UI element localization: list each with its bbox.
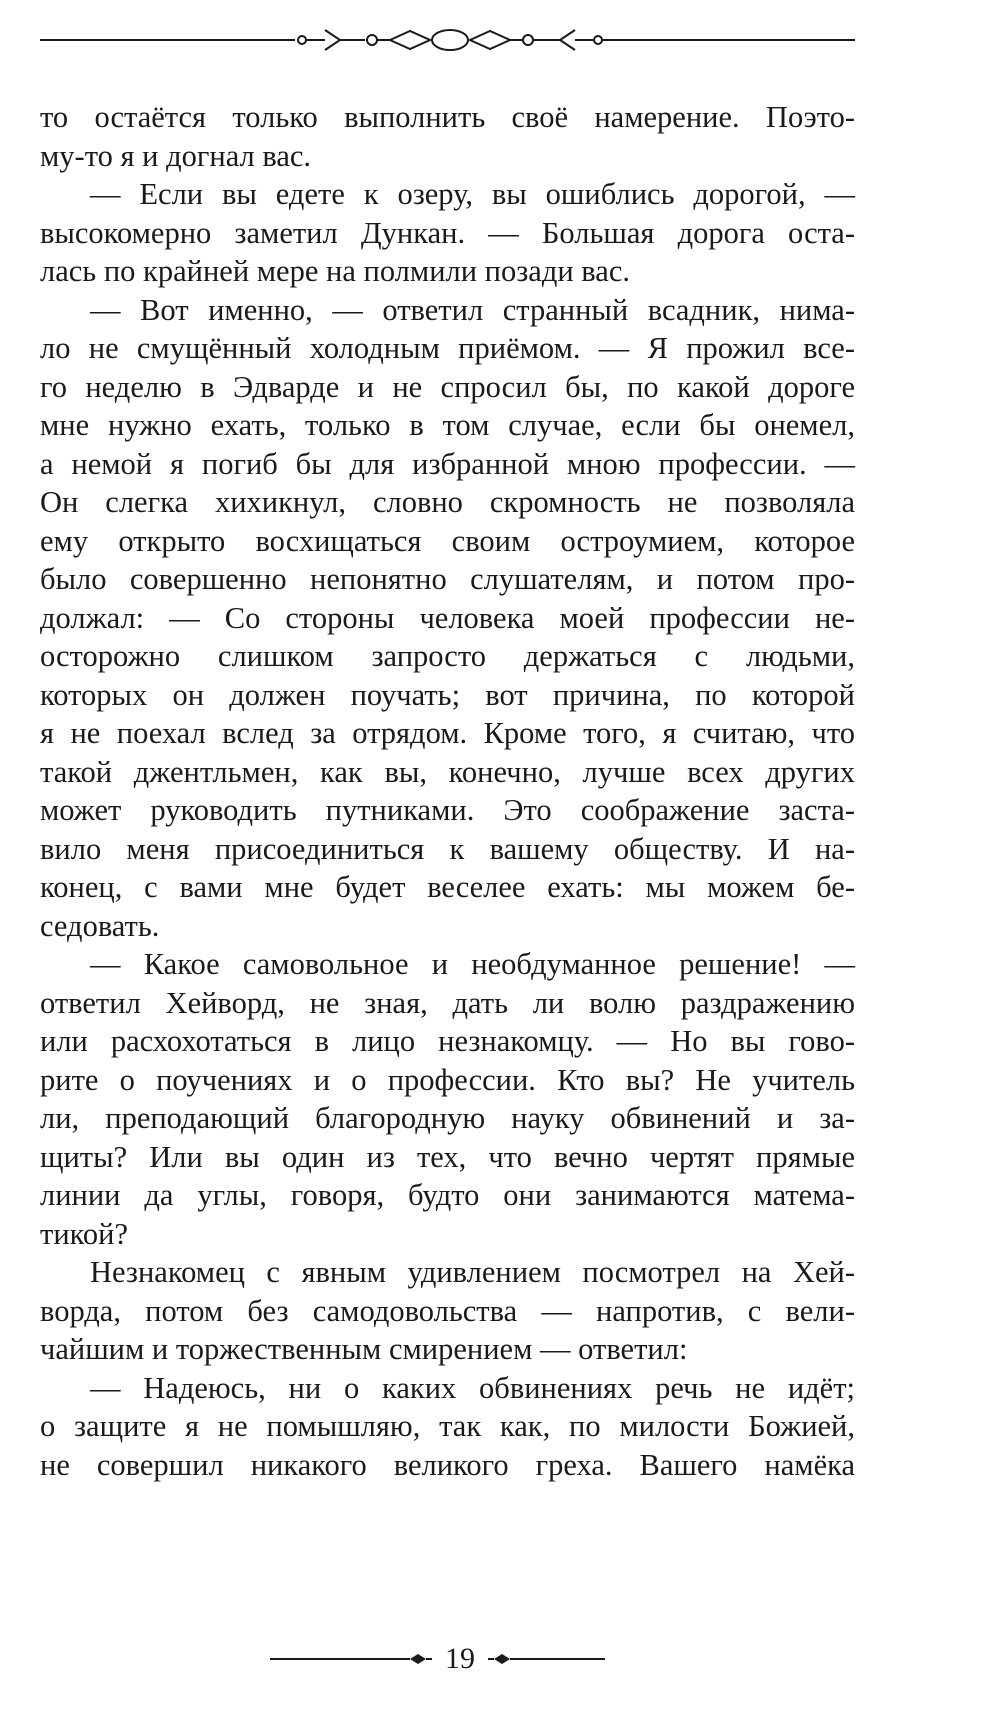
text-line: мне нужно ехать, только в том случае, если бы онемел,	[40, 408, 855, 442]
text-line: — Вот именно, — ответил странный всадник, нима-	[90, 292, 855, 327]
text-line: — Надеюсь, ни о каких обвинениях речь не идёт;	[90, 1370, 855, 1405]
text-line: рите о поучениях и о профессии. Кто вы? Не учитель	[40, 1062, 855, 1097]
text-line: лась по крайней мере на полмили позади вас.	[40, 254, 630, 288]
page-footer	[260, 1640, 660, 1680]
text-line: а немой я погиб бы для избранной мною профессии. —	[40, 446, 855, 481]
text-line: Незнакомец с явным удивлением посмотрел на Хей-	[90, 1255, 855, 1289]
text-line: конец, с вами мне будет веселее ехать: мы можем бе-	[40, 870, 855, 904]
text-line: ли, преподающий благородную науку обвинений и за-	[40, 1101, 855, 1135]
text-line: должал: — Со стороны человека моей профессии не-	[40, 600, 855, 635]
text-line: осторожно слишком запросто держаться с людьми,	[40, 639, 855, 673]
text-line: я не поехал вслед за отрядом. Кроме того, я считаю, что	[40, 716, 855, 750]
text-line: му-то я и догнал вас.	[40, 138, 312, 173]
text-line: было совершенно непонятно слушателям, и потом про-	[40, 562, 855, 596]
text-line: го неделю в Эдварде и не спросил бы, по какой дороге	[40, 369, 855, 404]
header-ornament	[40, 22, 860, 62]
text-line: о защите я не помышляю, так как, по милости Божией,	[40, 1409, 855, 1443]
text-line: тикой?	[40, 1216, 129, 1251]
text-line: щиты? Или вы один из тех, что вечно чертят прямые	[40, 1139, 855, 1174]
text-line: — Если вы едете к озеру, вы ошиблись дорогой, —	[90, 177, 855, 211]
page-number: 19	[445, 1642, 475, 1675]
text-line: не совершил никакого великого греха. Вашего намёка	[40, 1447, 855, 1482]
text-line: может руководить путниками. Это соображение заста-	[40, 793, 855, 827]
text-line: высокомерно заметил Дункан. — Большая дорога оста-	[40, 215, 855, 250]
text-line: такой джентльмен, как вы, конечно, лучше всех других	[40, 754, 855, 789]
text-line: линии да углы, говоря, будто они занимаются матема-	[40, 1178, 855, 1212]
text-line: седовать.	[40, 908, 160, 943]
text-line: ответил Хейворд, не зная, дать ли волю раздражению	[40, 985, 855, 1020]
text-line: Он слегка хихикнул, словно скромность не позволяла	[40, 485, 855, 519]
body-text	[40, 98, 855, 1484]
text-line: то остаётся только выполнить своё намерение. Поэто-	[40, 100, 855, 134]
text-line: — Какое самовольное и необдуманное решение! —	[90, 947, 855, 981]
text-line: ло не смущённый холодным приёмом. — Я прожил все-	[40, 331, 855, 365]
text-line: вило меня присоединиться к вашему обществу. И на-	[40, 831, 855, 866]
text-line: чайшим и торжественным смирением — ответил:	[40, 1332, 688, 1366]
text-line: ему открыто восхищаться своим остроумием, которое	[40, 523, 855, 558]
text-line: ворда, потом без самодовольства — напротив, с вели-	[40, 1293, 855, 1328]
text-line: которых он должен поучать; вот причина, по которой	[40, 677, 855, 712]
text-line: или расхохотаться в лицо незнакомцу. — Но вы гово-	[40, 1024, 855, 1058]
